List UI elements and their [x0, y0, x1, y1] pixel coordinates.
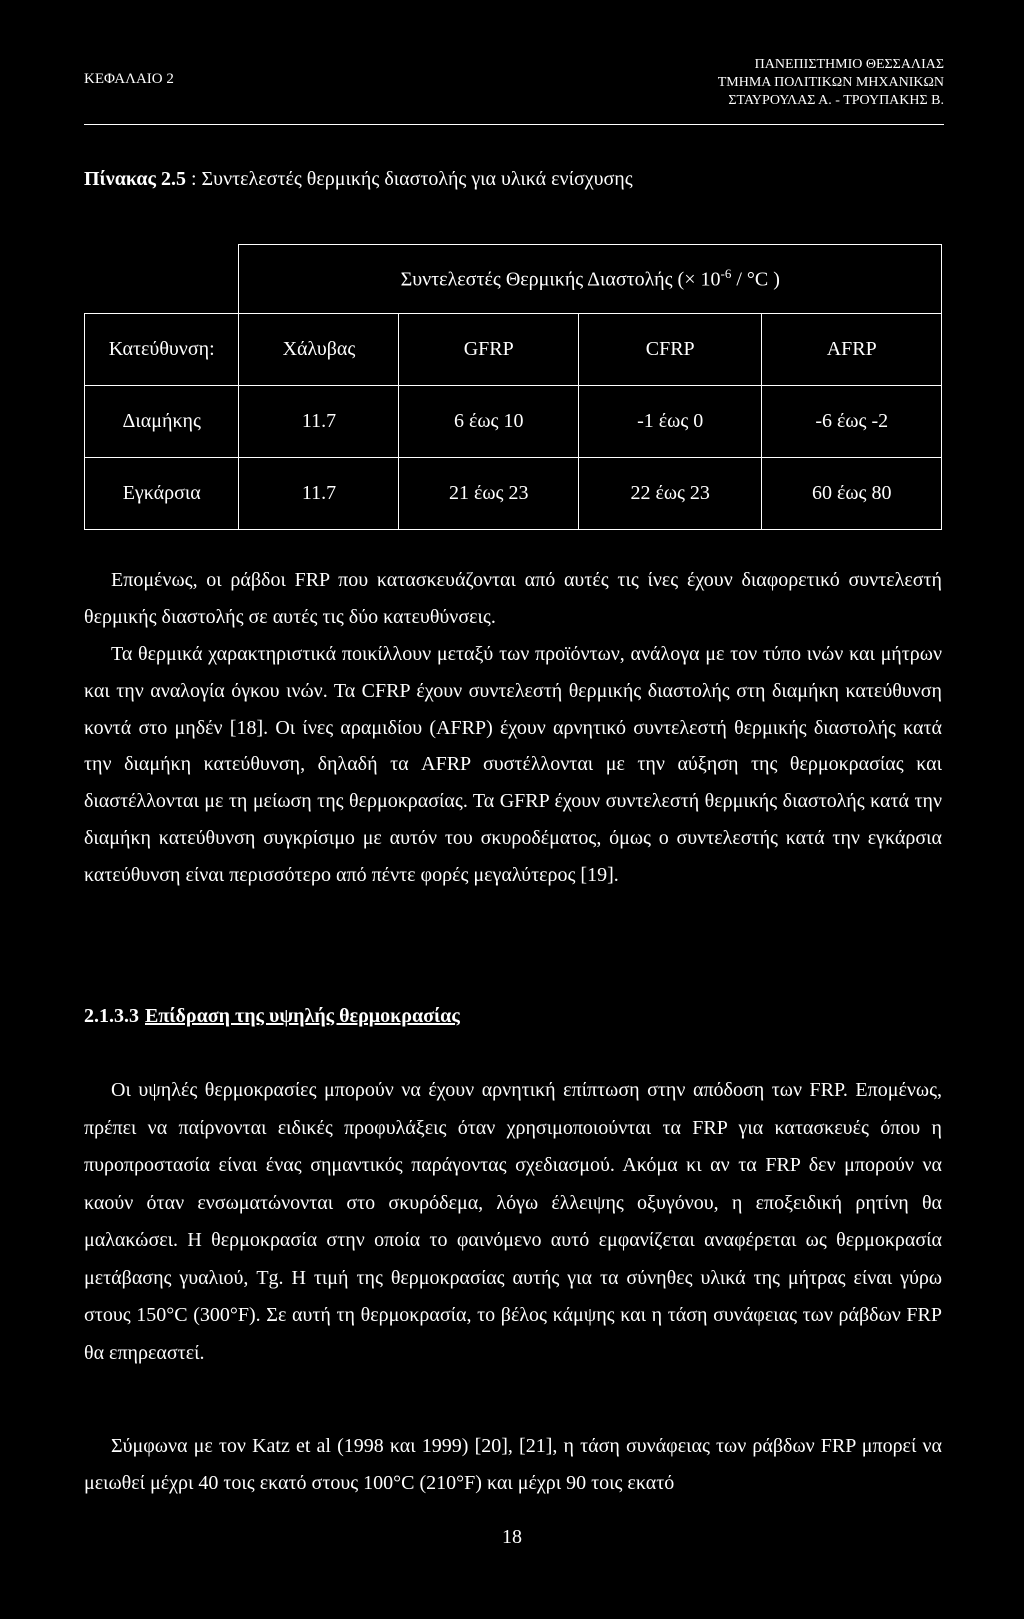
paragraph-2: Τα θερμικά χαρακτηριστικά ποικίλλουν μεταξύ των προϊόντων, ανάλογα με τον τύπο ινών και μήτρων και την αναλογία όγκου ινών. Τα CFRP έχουν συντελεστή θερμικής διαστολής στη διαμήκη κατεύθυνση κοντά στο μηδέν [18]. Οι ίνες αραμιδίου (AFRP) έχουν αρνητικό συντελεστή θερμικής διαστολής κατά την διαμήκη κατεύθυνση, δηλαδή τα AFRP συστέλλονται με την αύξηση της θερμοκρασίας και διαστέλλονται με τη μείωση της θερμοκρασίας. Τα GFRP έχουν συντελεστή θερμικής διαστολής κατά την διαμήκη κατεύθυνση συγκρίσιμο με αυτόν του σκυροδέματος, όμως ο συντελεστής κατά την εγκάρσια κατεύθυνση είναι περισσότερο από πέντε φορές μεγαλύτερος [19]. — [84, 643, 942, 886]
paragraph-3: Οι υψηλές θερμοκρασίες μπορούν να έχουν αρνητική επίπτωση στην απόδοση των FRP. Επομένως, πρέπει να παίρνονται ειδικές προφυλάξεις όταν χρησιμοποιούνται τα FRP για κατασκευές όπου η πυροπροστασία είναι ένας σημαντικός παράγοντας σχεδιασμού. Ακόμα κι αν τα FRP δεν μπορούν να καούν όταν ενσωματώνονται στο σκυρόδεμα, λόγω έλλειψης οξυγόνου, η εποξειδική ρητίνη θα μαλακώσει. Η θερμοκρασία στην οποία το φαινόμενο αυτό εμφανίζεται αναφέρεται ως θερμοκρασία μετάβασης γυαλιού, Tg. Η τιμή της θερμοκρασίας αυτής για τα σύνηθες υλικά της μήτρας είναι γύρω στους 150°C (300°F). Σε αυτή τη θερμοκρασία, το βέλος κάμψης και η τάση συνάφειας των ράβδων FRP θα επηρεαστεί. — [84, 1079, 942, 1364]
table-cell: 60 έως 80 — [762, 458, 942, 530]
table-cell: 11.7 — [239, 386, 399, 458]
chapter-header: ΚΕΦΑΛΑΙΟ 2 — [84, 71, 174, 87]
column-header: GFRP — [399, 314, 579, 386]
thermal-expansion-table — [84, 244, 942, 530]
table-caption-label: Πίνακας 2.5 — [84, 168, 186, 190]
university-name: ΠΑΝΕΠΙΣΤΗΜΙΟ ΘΕΣΣΑΛΙΑΣ — [754, 57, 944, 72]
row-label: Εγκάρσια — [85, 458, 239, 530]
direction-header: Κατεύθυνση: — [85, 314, 239, 386]
table-cell: -6 έως -2 — [762, 386, 942, 458]
table-title-suffix: / °C ) — [731, 268, 780, 291]
column-header: CFRP — [578, 314, 761, 386]
section-title: Επίδραση της υψηλής θερμοκρασίας — [145, 1005, 460, 1027]
table-title-cell — [239, 245, 942, 314]
page-number: 18 — [502, 1526, 522, 1548]
table-caption — [84, 168, 633, 191]
authors-line: ΣΤΑΥΡΟΥΛΑΣ Α. - ΤΡΟΥΠΑΚΗΣ Β. — [728, 93, 944, 108]
row-label: Διαμήκης — [85, 386, 239, 458]
section-heading — [84, 1005, 460, 1028]
header-divider — [84, 124, 944, 125]
table-cell: 11.7 — [239, 458, 399, 530]
paragraph-4: Σύμφωνα με τον Katz et al (1998 και 1999) [20], [21], η τάση συνάφειας των ράβδων FRP μπορεί να μειωθεί μέχρι 40 τοις εκατό στους 100°C (210°F) και μέχρι 90 τοις εκατό — [84, 1435, 942, 1494]
table-cell: 6 έως 10 — [399, 386, 579, 458]
table-row — [85, 458, 942, 530]
table-caption-text: : Συντελεστές θερμικής διαστολής για υλικά ενίσχυσης — [185, 168, 633, 190]
section-number: 2.1.3.3 — [84, 1005, 139, 1027]
table-cell: -1 έως 0 — [578, 386, 761, 458]
column-header: Χάλυβας — [239, 314, 399, 386]
column-header: AFRP — [762, 314, 942, 386]
paragraph-1: Επομένως, οι ράβδοι FRP που κατασκευάζονται από αυτές τις ίνες έχουν διαφορετικό συντελεστή θερμικής διαστολής σε αυτές τις δύο κατευθύνσεις. — [84, 569, 942, 628]
table-cell: 22 έως 23 — [578, 458, 761, 530]
table-cell: 21 έως 23 — [399, 458, 579, 530]
table-corner — [85, 245, 239, 314]
table-title-exponent: -6 — [720, 266, 732, 282]
institution-header — [718, 56, 944, 110]
table-title-prefix: Συντελεστές Θερμικής Διαστολής (× 10 — [400, 268, 721, 291]
table-row — [85, 386, 942, 458]
department-name: ΤΜΗΜΑ ΠΟΛΙΤΙΚΩΝ ΜΗΧΑΝΙΚΩΝ — [717, 75, 944, 90]
